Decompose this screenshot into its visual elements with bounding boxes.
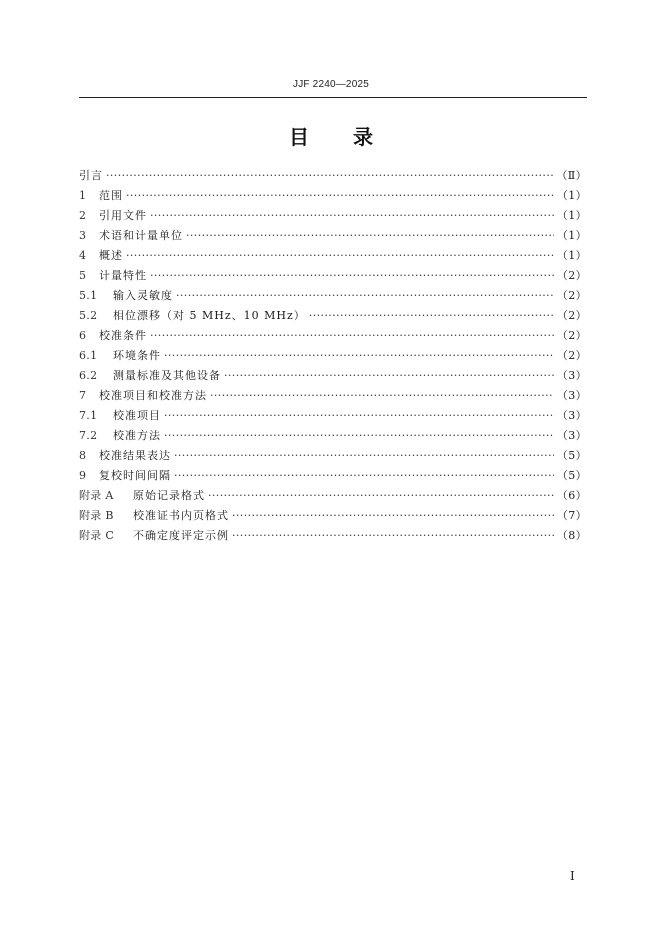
toc-entry-title: 原始记录格式 — [133, 489, 205, 502]
toc-entry-title: 引用文件 — [99, 209, 147, 222]
toc-dot-leader — [106, 166, 553, 186]
toc-dot-leader — [210, 386, 554, 406]
toc-entry-title: 环境条件 — [113, 349, 161, 362]
toc-dot-leader — [309, 306, 554, 326]
toc-entry-page: （2） — [556, 269, 587, 282]
toc-dot-leader — [164, 426, 554, 446]
toc-entry-title: 不确定度评定示例 — [133, 529, 229, 542]
toc-entry[interactable] — [79, 206, 587, 226]
toc-entry-page: （1） — [556, 229, 587, 242]
title-char-1: 目 — [289, 125, 309, 149]
toc-entry[interactable] — [79, 186, 587, 206]
toc-entry-number: 附录 A — [79, 489, 114, 502]
toc-entry-page: （1） — [556, 209, 587, 222]
header-rule — [79, 97, 587, 98]
toc-dot-leader — [150, 326, 554, 346]
toc-entry-number: 5 — [79, 269, 87, 282]
toc-entry-title: 校准证书内页格式 — [133, 509, 229, 522]
toc-dot-leader — [126, 186, 554, 206]
toc-entry-title: 测量标准及其他设备 — [113, 369, 221, 382]
toc-entry-page: （2） — [556, 349, 587, 362]
toc-entry-title: 校准项目和校准方法 — [99, 389, 207, 402]
toc-entry-page: （7） — [556, 509, 587, 522]
toc-entry-number: 4 — [79, 249, 87, 262]
toc-entry-page: （3） — [556, 429, 587, 442]
toc-dot-leader — [150, 266, 554, 286]
toc-entry-title: 术语和计量单位 — [99, 229, 183, 242]
toc-entry-page: （1） — [556, 189, 587, 202]
toc-entry-title: 引言 — [79, 169, 103, 182]
toc-entry-number: 6 — [79, 329, 87, 342]
toc-dot-leader — [176, 286, 554, 306]
toc-entry-page: （8） — [556, 529, 587, 542]
toc-dot-leader — [126, 246, 554, 266]
toc-entry[interactable] — [79, 166, 587, 186]
toc-entry-number: 3 — [79, 229, 87, 242]
toc-entry-title: 计量特性 — [99, 269, 147, 282]
toc-entry-page: （3） — [556, 389, 587, 402]
toc-entry-title: 校准项目 — [113, 409, 161, 422]
toc-entry[interactable] — [79, 486, 587, 506]
toc-entry-page: （5） — [556, 469, 587, 482]
toc-entry[interactable] — [79, 446, 587, 466]
toc-dot-leader — [150, 206, 554, 226]
toc-entry-number: 6.2 — [79, 369, 98, 382]
toc-entry[interactable] — [79, 526, 587, 546]
toc-dot-leader — [224, 366, 554, 386]
toc-entry[interactable] — [79, 266, 587, 286]
page-number: I — [570, 869, 575, 883]
page-title — [0, 121, 662, 150]
toc-entry[interactable] — [79, 326, 587, 346]
toc-entry-number: 7.2 — [79, 429, 98, 442]
toc-entry[interactable] — [79, 286, 587, 306]
toc-dot-leader — [186, 226, 554, 246]
toc-entry-page: （3） — [556, 409, 587, 422]
toc-entry-number: 7.1 — [79, 409, 98, 422]
toc-dot-leader — [174, 466, 554, 486]
toc-entry-title: 相位漂移（对 5 MHz、10 MHz） — [113, 309, 306, 322]
toc-entry-title: 校准结果表达 — [99, 449, 171, 462]
toc-entry-number: 5.2 — [79, 309, 98, 322]
toc-entry-title: 范围 — [99, 189, 123, 202]
toc-entry-number: 7 — [79, 389, 87, 402]
toc-entry-title: 复校时间间隔 — [99, 469, 171, 482]
toc-entry[interactable] — [79, 306, 587, 326]
toc-dot-leader — [164, 406, 554, 426]
toc-entry-number: 6.1 — [79, 349, 98, 362]
toc-dot-leader — [174, 446, 554, 466]
toc-entry-page: （2） — [556, 289, 587, 302]
toc-entry[interactable] — [79, 346, 587, 366]
toc-entry-page: （2） — [556, 329, 587, 342]
toc-entry-number: 2 — [79, 209, 87, 222]
toc-entry[interactable] — [79, 246, 587, 266]
toc-dot-leader — [208, 486, 554, 506]
toc-entry-page: （Ⅱ） — [556, 169, 587, 182]
toc-entry[interactable] — [79, 406, 587, 426]
table-of-contents — [79, 166, 587, 546]
toc-entry-page: （5） — [556, 449, 587, 462]
toc-entry-title: 校准方法 — [113, 429, 161, 442]
toc-entry-title: 校准条件 — [99, 329, 147, 342]
toc-entry[interactable] — [79, 426, 587, 446]
toc-entry-number: 5.1 — [79, 289, 98, 302]
toc-entry-number: 1 — [79, 189, 87, 202]
document-code: JJF 2240—2025 — [293, 79, 369, 90]
toc-entry[interactable] — [79, 366, 587, 386]
toc-entry-number: 9 — [79, 469, 87, 482]
toc-dot-leader — [232, 526, 554, 546]
toc-entry-number: 附录 C — [79, 529, 115, 542]
toc-dot-leader — [164, 346, 554, 366]
toc-entry-page: （1） — [556, 249, 587, 262]
toc-entry-number: 附录 B — [79, 509, 114, 522]
toc-entry-page: （3） — [556, 369, 587, 382]
toc-entry[interactable] — [79, 506, 587, 526]
toc-entry-title: 概述 — [99, 249, 123, 262]
toc-entry[interactable] — [79, 386, 587, 406]
toc-entry[interactable] — [79, 466, 587, 486]
toc-entry-page: （6） — [556, 489, 587, 502]
title-char-2: 录 — [353, 125, 373, 149]
toc-entry-title: 输入灵敏度 — [113, 289, 173, 302]
toc-entry[interactable] — [79, 226, 587, 246]
toc-entry-page: （2） — [556, 309, 587, 322]
toc-entry-number: 8 — [79, 449, 87, 462]
toc-dot-leader — [232, 506, 554, 526]
